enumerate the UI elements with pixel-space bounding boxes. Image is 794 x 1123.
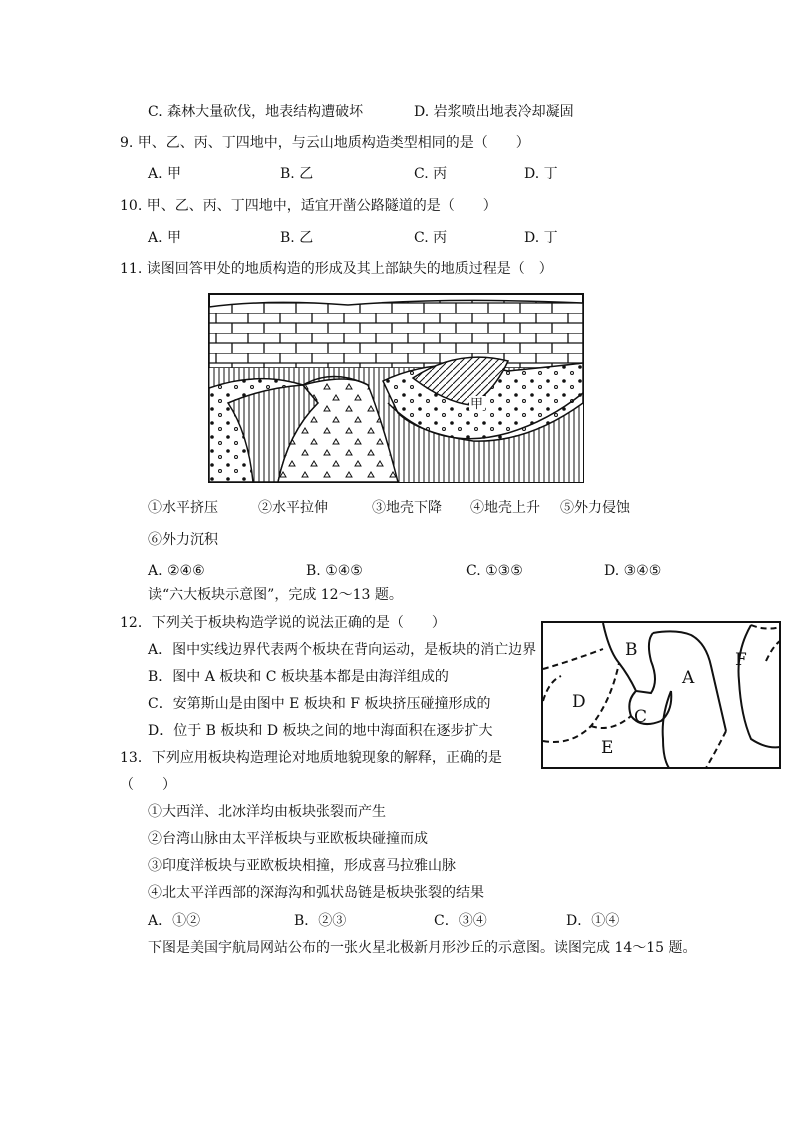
- q9-stem: 9. 甲、乙、丙、丁四地中，与云山地质构造类型相同的是（ ）: [120, 135, 530, 151]
- q11-stem: 11. 读图回答甲处的地质构造的形成及其上部缺失的地质过程是（ ）: [120, 261, 553, 277]
- intro-12-13: 读“六大板块示意图”，完成 12～13 题。: [148, 587, 403, 603]
- figure-label-jia: 甲: [470, 397, 484, 412]
- plate-label-a: A: [682, 668, 695, 688]
- q10-option-b: B. 乙: [280, 230, 314, 246]
- q12-option-a: A．图中实线边界代表两个板块在背向运动，是板块的消亡边界: [148, 642, 537, 658]
- plate-label-f: F: [735, 650, 747, 670]
- q13-option-c: C．③④: [434, 913, 487, 929]
- q9-option-a: A. 甲: [148, 166, 182, 182]
- q10-option-a: A. 甲: [148, 230, 182, 246]
- q13-paren: （ ）: [120, 777, 176, 793]
- process-5: ⑤外力侵蚀: [560, 500, 630, 516]
- q12-option-b: B．图中 A 板块和 C 板块基本都是由海洋组成的: [148, 669, 449, 685]
- process-3: ③地壳下降: [372, 500, 442, 516]
- q11-option-c: C. ①③⑤: [466, 563, 523, 579]
- intro-14-15: 下图是美国宇航局网站公布的一张火星北极新月形沙丘的示意图。读图完成 14～15 题。: [148, 940, 697, 956]
- q12-stem: 12．下列关于板块构造学说的说法正确的是（ ）: [120, 615, 446, 631]
- process-4: ④地壳上升: [470, 500, 540, 516]
- q9-option-d: D. 丁: [524, 166, 558, 182]
- q8-option-d: D. 岩浆喷出地表冷却凝固: [414, 104, 574, 120]
- q8-option-c: C. 森林大量砍伐，地表结构遭破坏: [148, 104, 364, 120]
- q11-option-b: B. ①④⑤: [306, 563, 363, 579]
- plate-label-e: E: [601, 738, 614, 758]
- q10-option-c: C. 丙: [414, 230, 448, 246]
- q13-option-a: A．①②: [148, 913, 201, 929]
- process-6: ⑥外力沉积: [148, 532, 218, 548]
- q12-option-c: C．安第斯山是由图中 E 板块和 F 板块挤压碰撞形成的: [148, 696, 491, 712]
- plate-label-d: D: [572, 692, 586, 712]
- q13-statement-1: ①大西洋、北冰洋均由板块张裂而产生: [148, 804, 386, 820]
- q13-option-d: D．①④: [566, 913, 620, 929]
- q10-option-d: D. 丁: [524, 230, 558, 246]
- q11-option-a: A. ②④⑥: [148, 563, 205, 579]
- six-plates-map: [541, 621, 781, 769]
- process-1: ①水平挤压: [148, 500, 218, 516]
- plate-label-c: C: [634, 707, 648, 727]
- plate-label-b: B: [625, 640, 638, 660]
- q13-option-b: B．②③: [294, 913, 347, 929]
- q9-option-b: B. 乙: [280, 166, 314, 182]
- q10-stem: 10. 甲、乙、丙、丁四地中，适宜开凿公路隧道的是（ ）: [120, 198, 497, 214]
- q13-statement-3: ③印度洋板块与亚欧板块相撞，形成喜马拉雅山脉: [148, 858, 456, 874]
- q11-option-d: D. ③④⑤: [604, 563, 662, 579]
- q13-stem: 13．下列应用板块构造理论对地质地貌现象的解释，正确的是: [120, 750, 502, 766]
- q13-statement-4: ④北太平洋西部的深海沟和弧状岛链是板块张裂的结果: [148, 885, 484, 901]
- q9-option-c: C. 丙: [414, 166, 448, 182]
- q12-option-d: D．位于 B 板块和 D 板块之间的地中海面积在逐步扩大: [148, 723, 493, 739]
- geologic-cross-section-figure: [208, 293, 584, 483]
- process-2: ②水平拉伸: [258, 500, 328, 516]
- q13-statement-2: ②台湾山脉由太平洋板块与亚欧板块碰撞而成: [148, 831, 428, 847]
